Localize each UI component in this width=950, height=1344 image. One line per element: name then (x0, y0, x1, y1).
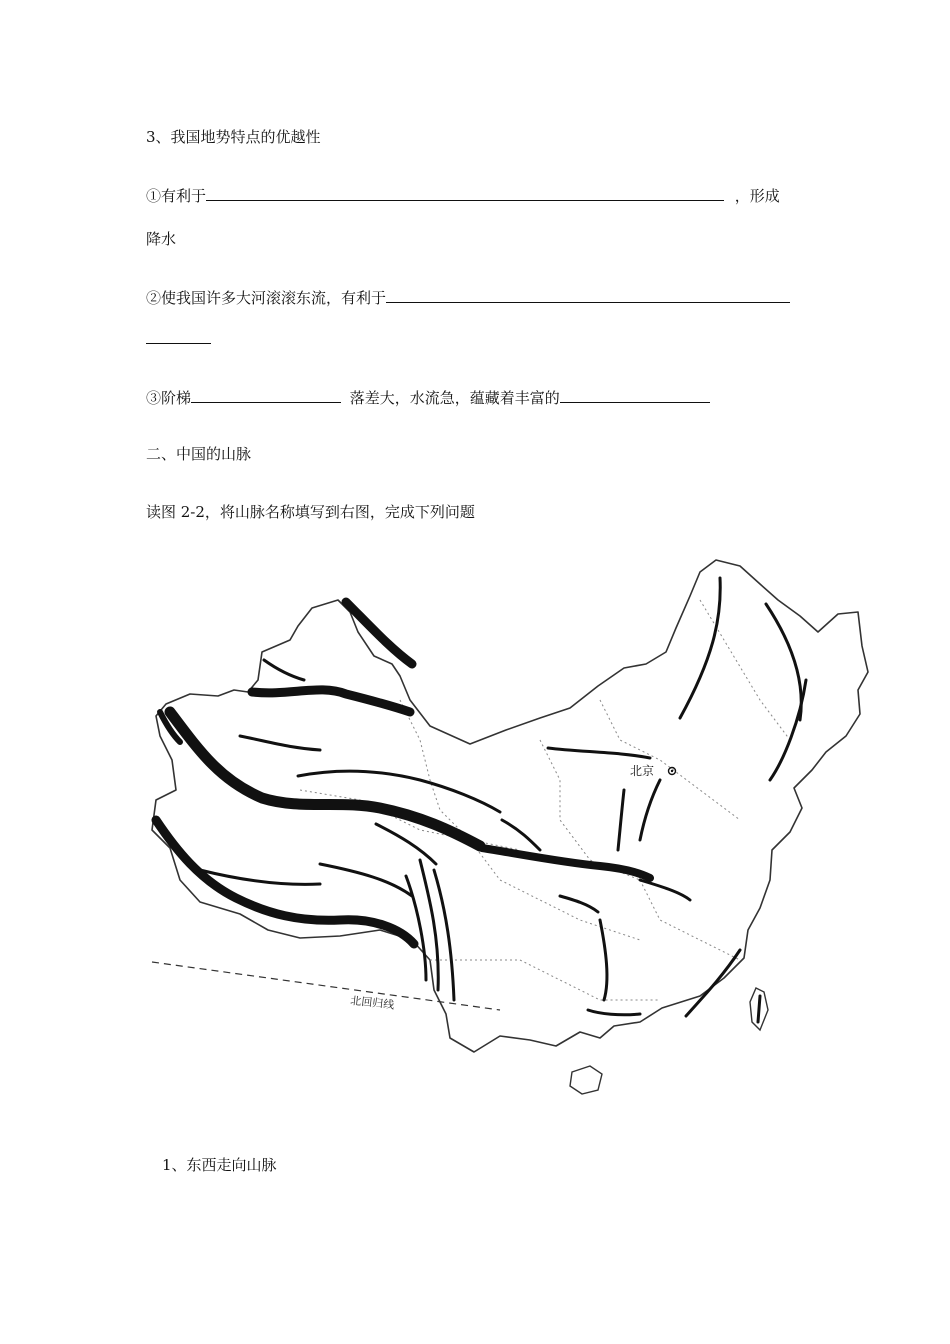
mountain-range-luliang (618, 790, 624, 850)
item3-blank-1[interactable] (191, 401, 341, 403)
mountain-range-wushan (560, 896, 598, 912)
mountain-range-taiwan (758, 996, 760, 1022)
item1-suffix: ，形成 (734, 187, 780, 205)
mountain-range-wuyi (686, 950, 740, 1016)
tropic-of-cancer-label: 北回归线 (349, 995, 395, 1012)
mountain-range-yinshan (548, 748, 650, 758)
item2-blank[interactable] (386, 301, 790, 303)
mountain-range-tianshan (252, 690, 410, 712)
map-instruction: 读图 2-2，将山脉名称填写到右图，完成下列问题 (146, 503, 475, 521)
mountain-range-changbai (766, 604, 801, 720)
section-mountains-heading: 二、中国的山脉 (146, 445, 252, 463)
mountain-range-altun (240, 736, 320, 750)
china-outline (152, 560, 868, 1052)
mountain-range-west-border (264, 660, 304, 680)
item2-continuation (146, 330, 211, 348)
item3-mid: 落差大，水流急，蕴藏着丰富的 (349, 389, 560, 407)
tropic-of-cancer-line (152, 962, 500, 1010)
mountain-range-kunlun (170, 712, 480, 846)
item3-prefix: ③阶梯 (146, 389, 192, 407)
item2-line (146, 287, 790, 308)
mountain-range-tanggula (320, 864, 412, 896)
sub-heading-east-west: 1、东西走向山脉 (162, 1156, 277, 1174)
item1-blank[interactable] (206, 199, 724, 201)
mountain-range-bayan (376, 824, 436, 864)
item1-line (146, 185, 780, 206)
mountain-range-helan (502, 820, 540, 850)
item3-line (146, 387, 710, 408)
china-mountain-map (146, 555, 886, 1100)
section3-heading: 3、我国地势特点的优越性 (146, 128, 321, 146)
item1-continuation: 降水 (146, 230, 177, 248)
mountain-range-qinling (482, 848, 650, 878)
mountain-range-daxinganling (680, 578, 720, 718)
mountain-range-nanling (588, 1010, 640, 1015)
item3-blank-2[interactable] (560, 401, 710, 403)
beijing-label: 北京 (630, 764, 655, 778)
province-borders (300, 600, 790, 1000)
mountain-range-hengduan-3 (406, 876, 426, 980)
mountain-range-taihang (640, 780, 660, 840)
mountain-range-xuefeng (600, 920, 607, 1000)
mountain-range-dabie (640, 880, 690, 900)
item2-prefix: ②使我国许多大河滚滚东流，有利于 (146, 289, 387, 307)
item2-blank-cont[interactable] (146, 342, 211, 344)
item1-prefix: ①有利于 (146, 187, 207, 205)
beijing-dot (671, 770, 673, 772)
mountain-range-altai (346, 602, 412, 664)
hainan-outline (570, 1066, 602, 1094)
mountain-range-himalaya (156, 820, 414, 944)
